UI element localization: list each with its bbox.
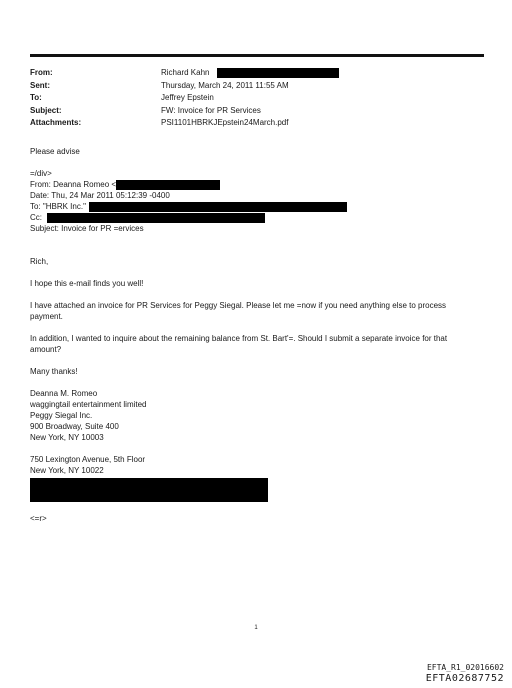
header-rule <box>30 54 484 57</box>
end-tag: <=r> <box>30 514 47 523</box>
fwd-cc-line: Cc: <box>30 212 480 223</box>
div-close-text: =/div> <box>30 169 52 178</box>
redaction-box <box>47 213 265 223</box>
thanks: Many thanks! <box>30 367 78 376</box>
redaction-box <box>217 68 339 78</box>
address-line: New York, NY 10022 <box>30 466 104 475</box>
fwd-subject-line: Subject: Invoice for PR =ervices <box>30 224 144 233</box>
paragraph-3-line-2: amount? <box>30 345 62 354</box>
from-row <box>30 67 490 80</box>
sent-value: Thursday, March 24, 2011 11:55 AM <box>161 80 289 90</box>
page-number: 1 <box>254 625 258 631</box>
attachments-row <box>30 117 490 130</box>
sent-label: Sent: <box>30 80 50 90</box>
sent-row <box>30 80 490 93</box>
attachments-label: Attachments: <box>30 118 82 127</box>
to-row <box>30 92 490 105</box>
bates-number-secondary: EFTA02687752 <box>425 673 504 684</box>
to-value: Jeffrey Epstein <box>161 93 214 102</box>
signature-line: waggingtail entertainment limited <box>30 400 147 409</box>
paragraph-2-line-1: I have attached an invoice for PR Services for Peggy Siegal. Please let me =now if you need anything else to process <box>30 301 447 310</box>
address-line: 750 Lexington Avenue, 5th Floor <box>30 455 146 464</box>
from-label: From: <box>30 68 53 77</box>
paragraph-2-line-2: payment. <box>30 312 63 321</box>
fwd-from-line: From: Deanna Romeo < <box>30 179 480 190</box>
subject-value: FW: Invoice for PR Services <box>161 105 261 115</box>
to-label: To: <box>30 93 42 102</box>
email-body <box>30 146 480 524</box>
fwd-date-line: Date: Thu, 24 Mar 2011 05:12:39 -0400 <box>30 191 170 200</box>
from-value: Richard Kahn <box>161 68 210 77</box>
bates-number-primary: EFTA_R1_02016602 <box>426 663 504 672</box>
fwd-to-line: To: "HBRK Inc." <box>30 201 480 212</box>
signature-line: Peggy Siegal Inc. <box>30 411 93 420</box>
signature-line: New York, NY 10003 <box>30 433 104 442</box>
redaction-block <box>30 478 268 502</box>
paragraph-3-line-1: In addition, I wanted to inquire about the remaining balance from St. Bart'=. Should I submit a separate invoice for that <box>30 334 448 343</box>
attachment-filename[interactable]: PSI1101HBRKJEpstein24March.pdf <box>161 118 289 127</box>
redaction-box <box>89 202 347 212</box>
advise-text: Please advise <box>30 147 80 156</box>
subject-label: Subject: <box>30 105 62 115</box>
paragraph-1: I hope this e-mail finds you well! <box>30 279 144 288</box>
signature-line: Deanna M. Romeo <box>30 389 98 398</box>
email-header <box>30 67 490 130</box>
greeting: Rich, <box>30 257 49 266</box>
subject-row <box>30 105 490 118</box>
redaction-box <box>116 180 220 190</box>
signature-line: 900 Broadway, Suite 400 <box>30 422 119 431</box>
